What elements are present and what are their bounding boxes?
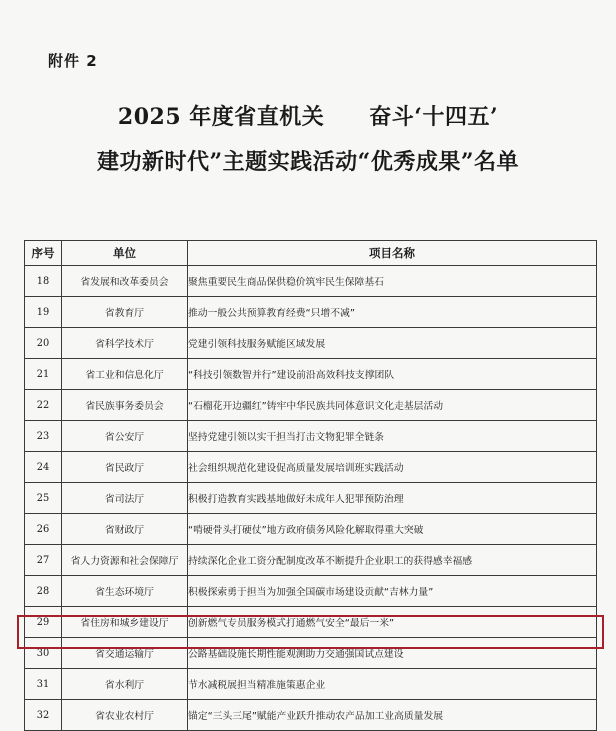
table-row bbox=[25, 700, 597, 731]
row-unit: 省住房和城乡建设厅 bbox=[62, 607, 188, 638]
table-header-row bbox=[25, 241, 597, 266]
row-number: 26 bbox=[25, 514, 62, 545]
row-unit: 省人力资源和社会保障厅 bbox=[62, 545, 188, 576]
row-unit: 省教育厅 bbox=[62, 297, 188, 328]
row-number: 30 bbox=[25, 638, 62, 669]
row-project: 节水减税展担当精准施策惠企业 bbox=[188, 669, 597, 700]
row-unit: 省工业和信息化厅 bbox=[62, 359, 188, 390]
row-project: 聚焦重要民生商品保供稳价筑牢民生保障基石 bbox=[188, 266, 597, 297]
row-unit: 省司法厅 bbox=[62, 483, 188, 514]
table-row bbox=[25, 421, 597, 452]
row-unit: 省农业农村厅 bbox=[62, 700, 188, 731]
row-unit: 省发展和改革委员会 bbox=[62, 266, 188, 297]
table-row-highlighted bbox=[25, 638, 597, 669]
column-header-unit: 单位 bbox=[62, 241, 188, 266]
row-project: “石榴花开边疆红”铸牢中华民族共同体意识文化走基层活动 bbox=[188, 390, 597, 421]
row-project: 党建引领科技服务赋能区域发展 bbox=[188, 328, 597, 359]
row-number: 32 bbox=[25, 700, 62, 731]
table-row bbox=[25, 483, 597, 514]
row-number: 24 bbox=[25, 452, 62, 483]
awards-table bbox=[24, 240, 597, 731]
row-number: 20 bbox=[25, 328, 62, 359]
row-project: 积极探索勇于担当为加强全国碳市场建设贡献“吉林力量” bbox=[188, 576, 597, 607]
table-row bbox=[25, 266, 597, 297]
table-row bbox=[25, 607, 597, 638]
row-number: 18 bbox=[25, 266, 62, 297]
row-project: “科技引领数智并行”建设前沿高效科技支撑团队 bbox=[188, 359, 597, 390]
row-project: 持续深化企业工资分配制度改革不断提升企业职工的获得感幸福感 bbox=[188, 545, 597, 576]
row-number: 27 bbox=[25, 545, 62, 576]
row-project: “啃硬骨头打硬仗”地方政府债务风险化解取得重大突破 bbox=[188, 514, 597, 545]
row-project: 公路基础设施长期性能观测助力交通强国试点建设 bbox=[188, 638, 597, 669]
row-project: 锚定“三头三尾”赋能产业跃升推动农产品加工业高质量发展 bbox=[188, 700, 597, 731]
row-unit: 省科学技术厅 bbox=[62, 328, 188, 359]
table-row bbox=[25, 390, 597, 421]
table-row bbox=[25, 576, 597, 607]
row-unit: 省财政厅 bbox=[62, 514, 188, 545]
row-unit: 省民政厅 bbox=[62, 452, 188, 483]
row-project: 坚持党建引领以实干担当打击文物犯罪全链条 bbox=[188, 421, 597, 452]
row-unit: 省水利厅 bbox=[62, 669, 188, 700]
table-row bbox=[25, 452, 597, 483]
table-row bbox=[25, 297, 597, 328]
row-project: 社会组织规范化建设促高质量发展培训班实践活动 bbox=[188, 452, 597, 483]
row-unit: 省公安厅 bbox=[62, 421, 188, 452]
row-number: 25 bbox=[25, 483, 62, 514]
row-unit: 省生态环境厅 bbox=[62, 576, 188, 607]
row-unit: 省民族事务委员会 bbox=[62, 390, 188, 421]
row-number: 22 bbox=[25, 390, 62, 421]
row-number: 19 bbox=[25, 297, 62, 328]
row-unit: 省交通运输厅 bbox=[62, 638, 188, 669]
document-title-line-1: 2025 年度省直机关 奋斗‘十四五’ bbox=[117, 104, 499, 130]
row-number: 21 bbox=[25, 359, 62, 390]
row-number: 29 bbox=[25, 607, 62, 638]
table-row bbox=[25, 328, 597, 359]
attachment-label: 附件 2 bbox=[48, 52, 98, 70]
table-row bbox=[25, 545, 597, 576]
row-project: 积极打造教育实践基地做好未成年人犯罪预防治理 bbox=[188, 483, 597, 514]
table-row bbox=[25, 514, 597, 545]
row-number: 31 bbox=[25, 669, 62, 700]
column-header-project: 项目名称 bbox=[188, 241, 597, 266]
row-project: 创新燃气专员服务模式打通燃气安全“最后一米” bbox=[188, 607, 597, 638]
table-row bbox=[25, 669, 597, 700]
row-number: 23 bbox=[25, 421, 62, 452]
row-project: 推动一般公共预算教育经费“只增不减” bbox=[188, 297, 597, 328]
row-number: 28 bbox=[25, 576, 62, 607]
column-header-number: 序号 bbox=[25, 241, 62, 266]
table-row bbox=[25, 359, 597, 390]
document-title-line-2: 建功新时代”主题实践活动“优秀成果”名单 bbox=[97, 149, 519, 175]
